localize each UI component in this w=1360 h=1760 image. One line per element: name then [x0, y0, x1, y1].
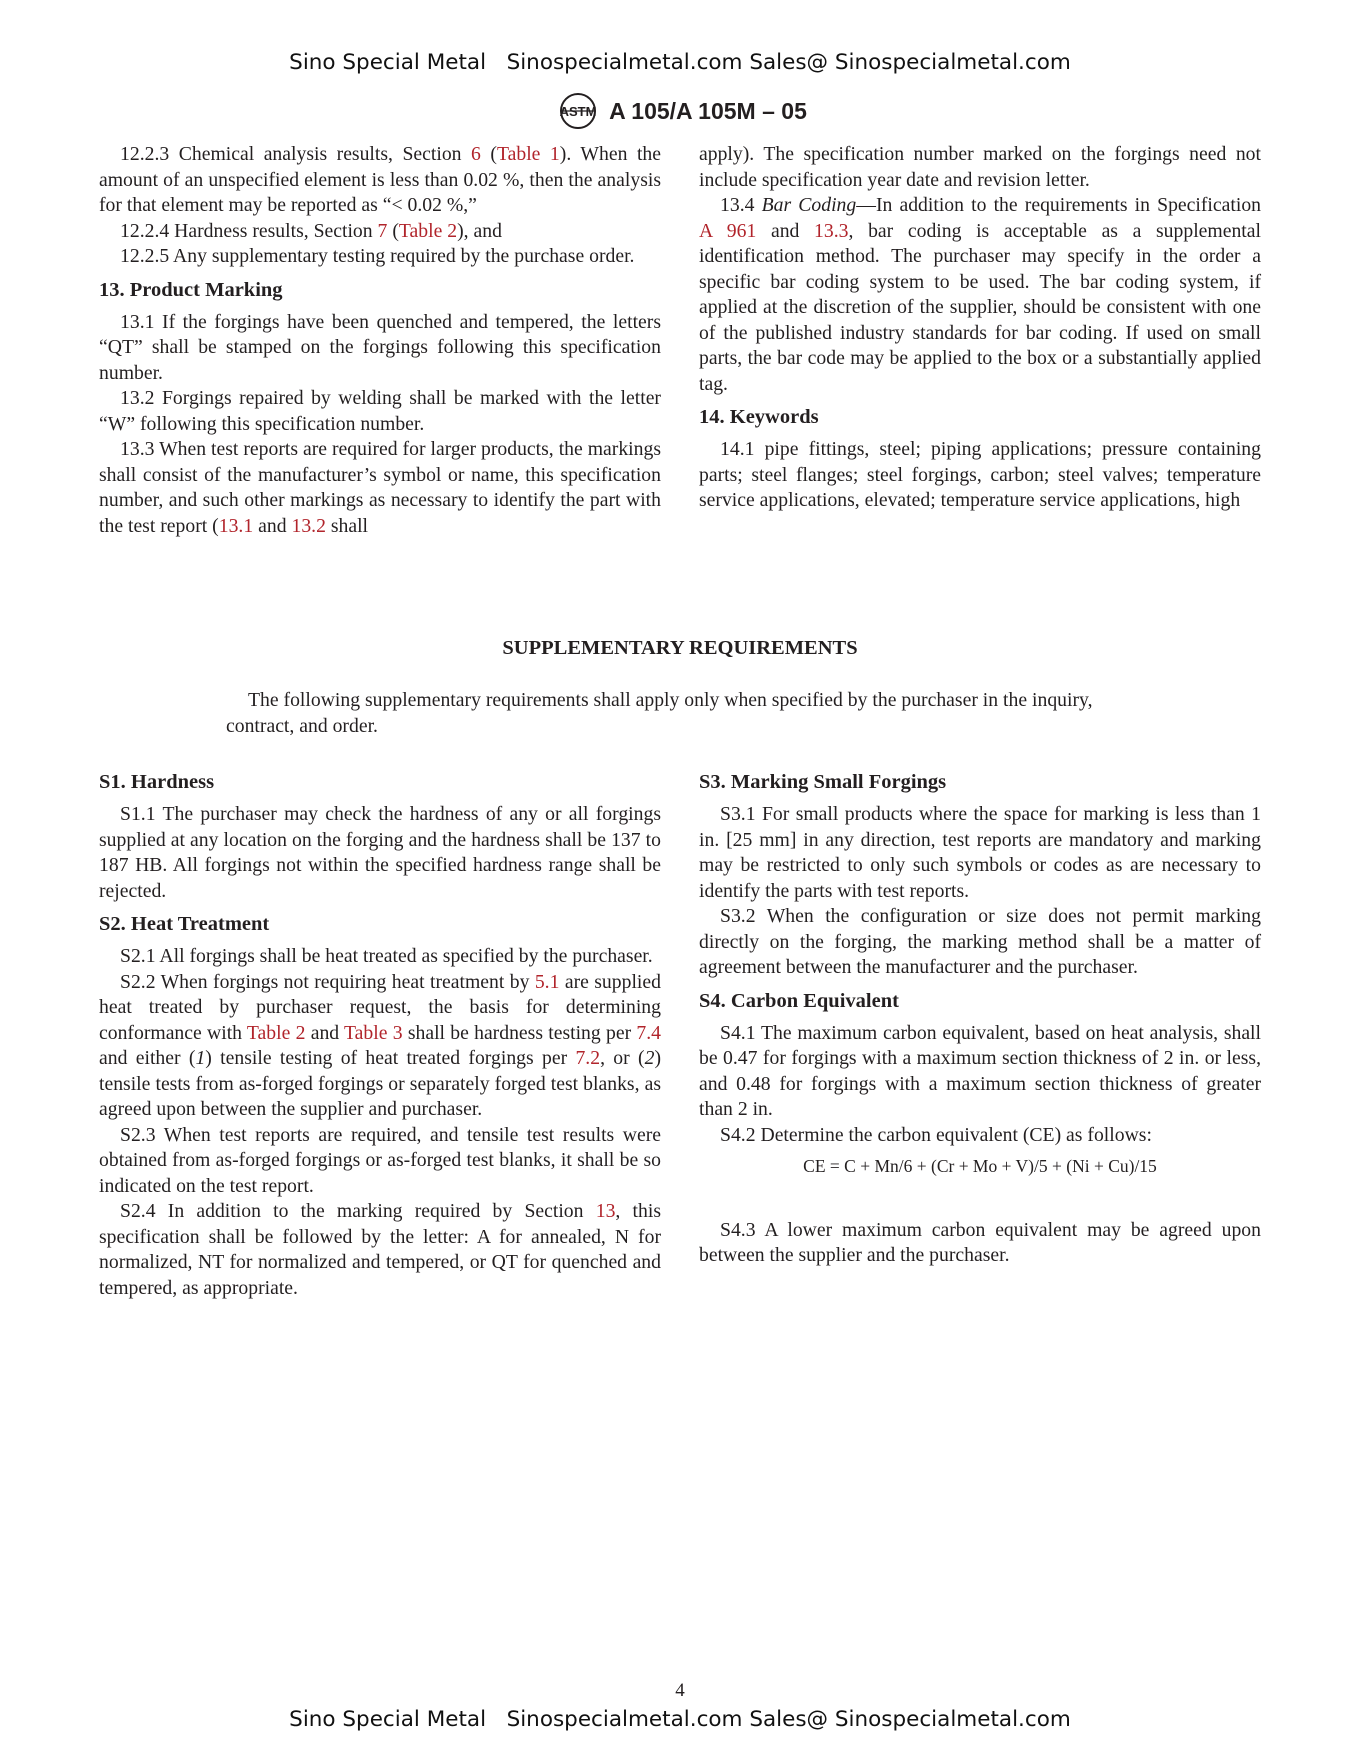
paragraph-s2-2: S2.2 When forgings not requiring heat treatment by 5.1 are supplied heat treated by purchaser request, the basis for determining conformance with Table 2 and Table 3 shall be hardness testing per 7.4 and either (1) tensile testing of heat treated forgings per 7.2, or (2) tensile tests from as-forged forgings or separately forged test blanks, as agreed upon between the supplier and purchaser.: [99, 970, 661, 1120]
paragraph-12-2-5: 12.2.5 Any supplementary testing required by the purchase order.: [120, 245, 635, 267]
paragraph-s2-1: S2.1 All forgings shall be heat treated as specified by the purchaser.: [120, 945, 653, 967]
standard-designation: A 105/A 105M – 05: [609, 97, 807, 124]
paragraph-s4-2: S4.2 Determine the carbon equivalent (CE) as follows:: [720, 1123, 1152, 1146]
section-link[interactable]: 13: [595, 1200, 616, 1222]
left-column-bottom: [99, 770, 661, 1301]
paragraph-s2-4: S2.4 In addition to the marking required by Section 13, this specification shall be followed by the letter: A for annealed, N for normalized, NT for normalized and tempered, or QT for quenched and tempered, as appropriate.: [99, 1200, 661, 1299]
paragraph-13-4: 13.4 Bar Coding—In addition to the requirements in Specification A 961 and 13.3, bar coding is acceptable as a supplemental identification method. The purchaser may specify in the order a specific bar coding system to be used. The bar coding system, if applied at the discretion of the supplier, should be consistent with one of the published industry standards for bar coding. If used on small parts, the bar code may be applied to the box or a substantially applied tag.: [699, 194, 1262, 395]
watermark-bottom: Sino Special Metal Sinospecialmetal.com Sales@ Sinospecialmetal.com: [289, 1707, 1071, 1732]
section-link[interactable]: 7.2: [575, 1047, 601, 1069]
table-link[interactable]: Table 2: [246, 1021, 306, 1044]
watermark-top: Sino Special Metal Sinospecialmetal.com Sales@ Sinospecialmetal.com: [289, 50, 1071, 75]
heading-s1-hardness: S1. Hardness: [99, 771, 215, 793]
table-link[interactable]: Table 3: [344, 1021, 403, 1044]
right-column-bottom: [699, 770, 1261, 1269]
paragraph-13-3: 13.3 When test reports are required for larger products, the markings shall consist of the manufacturer’s symbol or name, this specification number, and such other markings as necessary to identify the part with the test report (13.1 and 13.2 shall: [99, 438, 661, 537]
section-link[interactable]: 7: [377, 219, 388, 242]
astm-logo-icon: [553, 92, 603, 130]
paragraph-s4-1: S4.1 The maximum carbon equivalent, based on heat analysis, shall be 0.47 for forgings with a maximum section thickness of 2 in. or less, and 0.48 for forgings with a maximum section thickness of greater than 2 in.: [699, 1021, 1261, 1120]
paragraph-s3-2: S3.2 When the configuration or size does not permit marking directly on the forging, the marking method shall be a matter of agreement between the manufacturer and the purchaser.: [699, 905, 1261, 978]
section-link[interactable]: 13.3: [814, 219, 849, 242]
paragraph-s1-1: S1.1 The purchaser may check the hardness of any or all forgings supplied at any location on the forging and the hardness shall be 137 to 187 HB. All forgings not within the specified hardness range shall be rejected.: [99, 803, 661, 902]
paragraph-13-3-continued: apply). The specification number marked on the forgings need not include specification year date and revision letter.: [699, 143, 1261, 191]
paragraph-12-2-3: 12.2.3 Chemical analysis results, Section 6 (Table 1). When the amount of an unspecified element is less than 0.02 %, then the analysis for that element may be reported as “< 0.02 %,”: [99, 143, 661, 216]
astm-logo-text: ASTM: [559, 104, 597, 119]
supplementary-intro: The following supplementary requirements shall apply only when specified by the purchaser in the inquiry, contract, and order.: [226, 689, 1093, 737]
supplementary-title: SUPPLEMENTARY REQUIREMENTS: [502, 637, 858, 659]
table-link[interactable]: Table 2: [398, 219, 458, 242]
right-column-top: [699, 142, 1261, 514]
heading-s3-marking-small-forgings: S3. Marking Small Forgings: [699, 771, 947, 793]
paragraph-14-1: 14.1 pipe fittings, steel; piping applications; pressure containing parts; steel flanges; steel forgings, carbon; steel valves; temperature service applications, elevated; temperature service applications, high: [699, 438, 1261, 511]
section-link[interactable]: 5.1: [534, 970, 560, 993]
paragraph-s2-3: S2.3 When test reports are required, and tensile test results were obtained from as-forged forgings or as-forged test blanks, it shall be so indicated on the test report.: [99, 1123, 661, 1197]
heading-s2-heat-treatment: S2. Heat Treatment: [99, 913, 270, 935]
heading-keywords: 14. Keywords: [699, 406, 819, 428]
page-number: 4: [675, 1680, 685, 1701]
paragraph-12-2-4: 12.2.4 Hardness results, Section 7 (Table 2), and: [120, 219, 502, 242]
section-link[interactable]: 13.2: [291, 514, 326, 537]
standard-header: [0, 92, 1360, 130]
section-link[interactable]: 6: [471, 143, 481, 165]
paragraph-13-2: 13.2 Forgings repaired by welding shall be marked with the letter “W” following this specification number.: [99, 387, 661, 435]
paragraph-13-1: 13.1 If the forgings have been quenched and tempered, the letters “QT” shall be stamped on the forgings following this specification number.: [99, 310, 661, 384]
heading-product-marking: 13. Product Marking: [99, 278, 283, 301]
spec-link[interactable]: A 961: [699, 219, 757, 242]
carbon-equivalent-formula: CE = C + Mn/6 + (Cr + Mo + V)/5 + (Ni + Cu)/15: [803, 1156, 1157, 1176]
paragraph-s3-1: S3.1 For small products where the space for marking is less than 1 in. [25 mm] in any direction, test reports are mandatory and marking may be restricted to only such symbols or codes as are necessary to identify the parts with test reports.: [699, 803, 1261, 902]
paragraph-s4-3: S4.3 A lower maximum carbon equivalent may be agreed upon between the supplier and the purchaser.: [699, 1218, 1261, 1266]
heading-s4-carbon-equivalent: S4. Carbon Equivalent: [699, 989, 899, 1012]
section-link[interactable]: 13.1: [218, 514, 254, 537]
table-link[interactable]: Table 1: [496, 143, 560, 165]
left-column-top: [99, 142, 661, 539]
section-link[interactable]: 7.4: [636, 1021, 661, 1044]
